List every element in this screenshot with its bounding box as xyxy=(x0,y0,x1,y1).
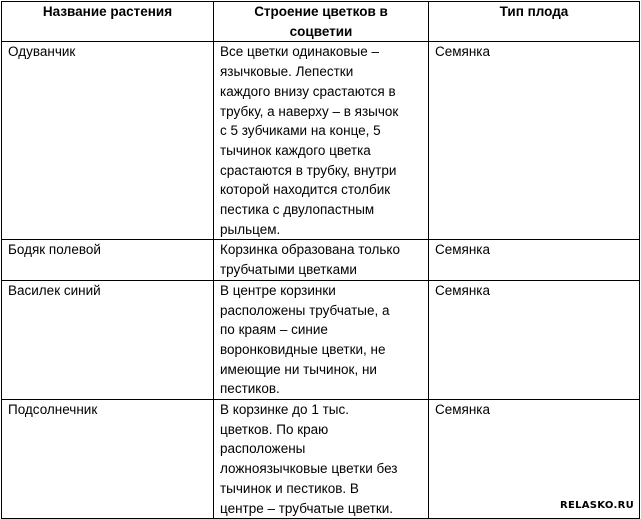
table-row xyxy=(2,42,640,240)
fruit-type-cell: Семянка xyxy=(429,400,640,519)
plant-name-cell: Подсолнечник xyxy=(2,400,214,519)
flower-structure-cell: Корзинка образована только трубчатыми цветками xyxy=(214,240,429,280)
fruit-type-cell: Семянка xyxy=(429,280,640,399)
fruit-type-cell: Семянка xyxy=(429,240,640,280)
plant-name-cell: Бодяк полевой xyxy=(2,240,214,280)
table-row xyxy=(2,240,640,280)
header-row xyxy=(2,2,640,42)
table-row xyxy=(2,280,640,399)
flower-structure-cell: В центре корзинки расположены трубчатые, а по краям – синие воронковидные цветки, не имеющие ни тычинок, ни пестиков. xyxy=(214,280,429,399)
fruit-type-cell: Семянка xyxy=(429,42,640,240)
plants-table xyxy=(1,1,640,519)
header-fruit-type: Тип плода xyxy=(429,2,640,42)
watermark: RELASKO.RU xyxy=(559,500,634,511)
header-flower-structure: Строение цветков в соцветии xyxy=(214,2,429,42)
header-plant-name: Название растения xyxy=(2,2,214,42)
table-row xyxy=(2,400,640,519)
flower-structure-cell: В корзинке до 1 тыс. цветков. По краю расположены ложноязычковые цветки без тычинок и пестиков. В центре – трубчатые цветки. xyxy=(214,400,429,519)
flower-structure-cell: Все цветки одинаковые – язычковые. Лепестки каждого внизу срастаются в трубку, а наверху – в язычок с 5 зубчиками на конце, 5 тычинок каждого цветка срастаются в трубку, внутри которой находится столбик пестика с двулопастным рыльцем. xyxy=(214,42,429,240)
plant-name-cell: Василек синий xyxy=(2,280,214,399)
plant-name-cell: Одуванчик xyxy=(2,42,214,240)
